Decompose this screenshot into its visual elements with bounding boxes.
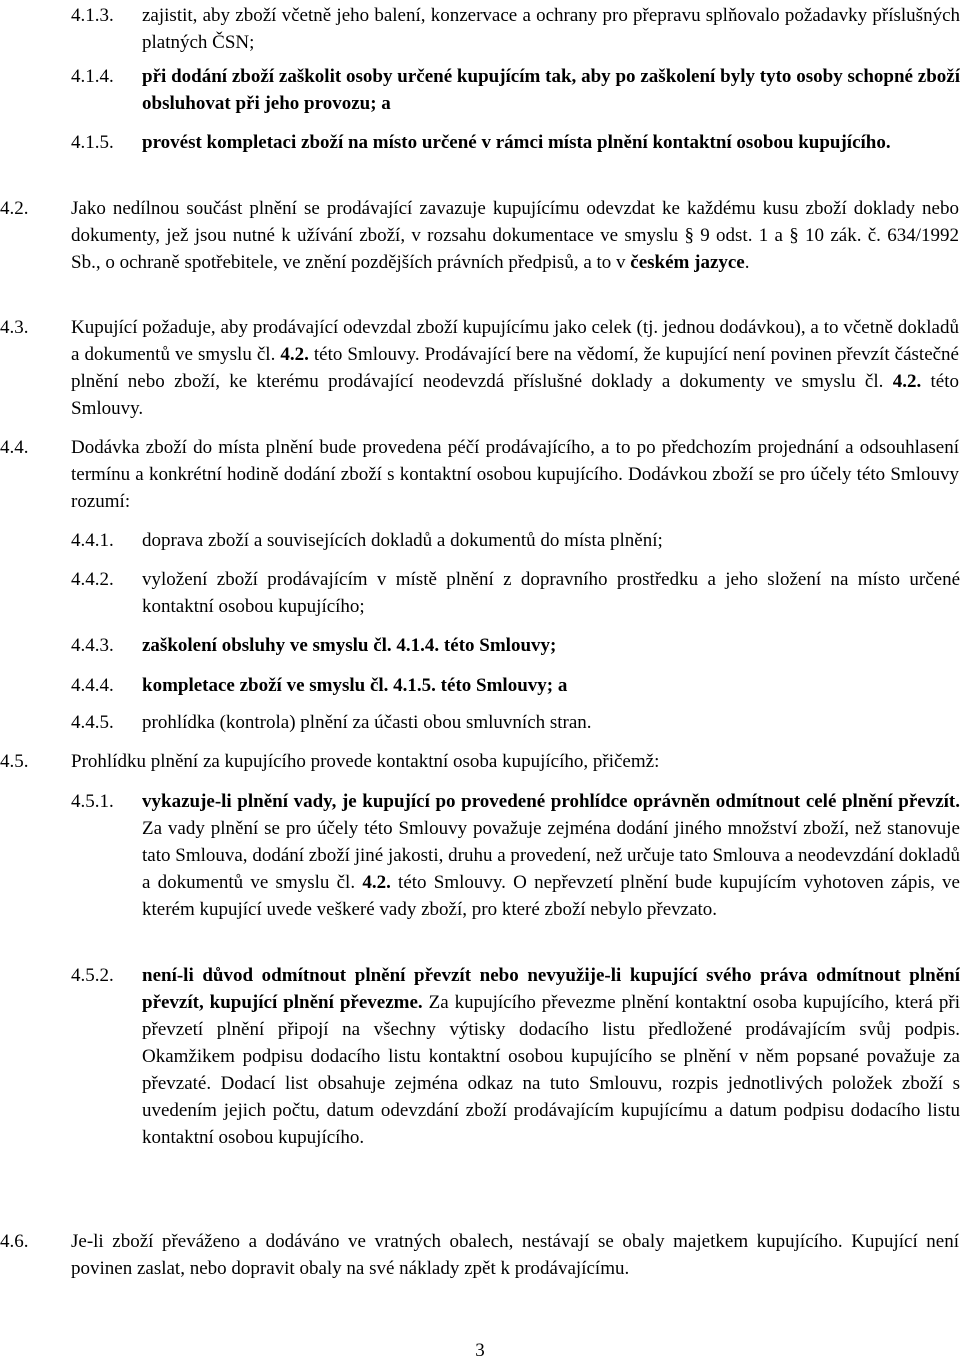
clause-number: 4.4.1. xyxy=(71,530,114,551)
clause-4-4-5 xyxy=(71,709,960,736)
clause-number: 4.6. xyxy=(0,1231,29,1252)
clause-number: 4.3. xyxy=(0,317,29,338)
clause-4-4-2 xyxy=(71,566,960,620)
clause-4-1-3 xyxy=(71,2,960,56)
clause-text xyxy=(142,527,960,554)
text-run: Je-li zboží převáženo a dodáváno ve vratných obalech, nestávají se obaly majetkem kupujícího. Kupující není povinen zaslat, nebo dopravit obaly na své náklady zpět k prodávajícímu. xyxy=(71,1231,959,1279)
clause-number: 4.4.5. xyxy=(71,712,114,733)
text-run: zajistit, aby zboží včetně jeho balení, konzervace a ochrany pro přepravu splňovalo požadavky příslušných platných ČSN; xyxy=(142,5,960,53)
clause-text xyxy=(142,63,960,117)
text-run: doprava zboží a souvisejících dokladů a dokumentů do místa plnění; xyxy=(142,530,663,551)
clause-number: 4.1.5. xyxy=(71,132,114,153)
clause-number: 4.4.4. xyxy=(71,675,114,696)
clause-number: 4.4.2. xyxy=(71,569,114,590)
text-run-bold: provést kompletaci zboží na místo určené v rámci místa plnění kontaktní osobou kupujícího. xyxy=(142,132,891,153)
clause-4-3 xyxy=(0,314,960,422)
page-number: 3 xyxy=(475,1340,485,1361)
clause-text xyxy=(142,709,960,736)
text-run: této Smlouvy. xyxy=(71,371,959,419)
clause-text xyxy=(142,788,960,923)
clause-4-1-5 xyxy=(71,129,960,156)
text-run-bold: kompletace zboží ve smyslu čl. 4.1.5. této Smlouvy; a xyxy=(142,675,568,696)
text-run: Za vady plnění se pro účely této Smlouvy považuje zejména dodání jiného množství zboží, než stanovuje tato Smlouva, dodání zboží jiné jakosti, druhu a provedení, než určuje tato Smlouva a neodevzdání dokladů a dokumentů ve smyslu čl. xyxy=(142,818,960,893)
clause-text xyxy=(71,1228,960,1282)
text-run-bold: není-li důvod odmítnout plnění převzít nebo nevyužije-li kupující svého práva odmítnout plnění převzít, kupující plnění převezme. xyxy=(142,965,960,1013)
clause-number: 4.4. xyxy=(0,437,29,458)
text-run-bold: zaškolení obsluhy ve smyslu čl. 4.1.4. této Smlouvy; xyxy=(142,635,557,656)
text-run: této Smlouvy. Prodávající bere na vědomí, že kupující není povinen převzít částečné plnění nebo zboží, ke kterému prodávající neodevzdá příslušné doklady a dokumenty ve smyslu čl. xyxy=(71,344,959,392)
clause-number: 4.5. xyxy=(0,751,29,772)
text-run: Za kupujícího převezme plnění kontaktní osoba kupujícího, která při převzetí plnění připojí na všechny výtisky dodacího listu předložené prodávajícím svůj podpis. Okamžikem podpisu dodacího listu kontaktní osobou kupujícího se plnění v něm popsané považuje za převzaté. Dodací list obsahuje zejména odkaz na tuto Smlouvu, rozpis jednotlivých položek zboží s uvedením jejich počtu, datum odevzdání zboží prodávajícím kupujícímu a datum podpisu dodacího listu kontaktní osobou kupujícího. xyxy=(142,992,960,1148)
clause-4-5-2 xyxy=(71,962,960,1151)
text-run: vyložení zboží prodávajícím v místě plnění z dopravního prostředku a jeho složení na místo určené kontaktní osobou kupujícího; xyxy=(142,569,960,617)
clause-text xyxy=(142,962,960,1151)
clause-text xyxy=(71,195,960,276)
clause-text xyxy=(142,129,960,156)
text-run: Kupující požaduje, aby prodávající odevzdal zboží kupujícímu jako celek (tj. jednou dodávkou), a to včetně dokladů a dokumentů ve smyslu čl. xyxy=(71,317,959,365)
clause-text xyxy=(142,672,960,699)
clause-number: 4.4.3. xyxy=(71,635,114,656)
text-run-bold: 4.2. xyxy=(892,371,922,392)
text-run-bold: při dodání zboží zaškolit osoby určené kupujícím tak, aby po zaškolení byly tyto osoby schopné zboží obsluhovat při jeho provozu; a xyxy=(142,66,960,114)
clause-number: 4.1.4. xyxy=(71,66,114,87)
text-run: Dodávka zboží do místa plnění bude provedena péčí prodávajícího, a to po předchozím projednání a odsouhlasení termínu a konkrétní hodině dodání zboží s kontaktní osobou kupujícího. Dodávkou zboží se pro účely této Smlouvy rozumí: xyxy=(71,437,959,512)
text-run: . xyxy=(744,252,750,273)
clause-text xyxy=(142,566,960,620)
text-run-bold: 4.2. xyxy=(280,344,309,365)
clause-4-5 xyxy=(0,748,960,775)
text-run: Prohlídku plnění za kupujícího provede kontaktní osoba kupujícího, přičemž: xyxy=(71,751,660,772)
clause-4-4-4 xyxy=(71,672,960,699)
clause-4-4-3 xyxy=(71,632,960,659)
clause-4-4-1 xyxy=(71,527,960,554)
text-run: Jako nedílnou součást plnění se prodávající zavazuje kupujícímu odevzdat ke každému kusu zboží doklady nebo dokumenty, jež jsou nutné k užívání zboží, v rozsahu dokumentace ve smyslu § 9 odst. 1 a § 10 zák. č. 634/1992 Sb., o ochraně spotřebitele, ve znění pozdějších právních předpisů, a to v xyxy=(71,198,959,273)
clause-text xyxy=(71,314,960,422)
clause-text xyxy=(142,632,960,659)
text-run-bold: českém jazyce xyxy=(630,252,745,273)
text-run-bold: 4.2. xyxy=(362,872,391,893)
clause-number: 4.5.2. xyxy=(71,965,114,986)
clause-4-2 xyxy=(0,195,960,276)
clause-text xyxy=(142,2,960,56)
clause-4-1-4 xyxy=(71,63,960,117)
clause-4-6 xyxy=(0,1228,960,1282)
clause-4-5-1 xyxy=(71,788,960,923)
clause-text xyxy=(71,434,960,515)
clause-number: 4.2. xyxy=(0,198,29,219)
clause-number: 4.1.3. xyxy=(71,5,114,26)
text-run: prohlídka (kontrola) plnění za účasti obou smluvních stran. xyxy=(142,712,592,733)
clause-text xyxy=(71,748,960,775)
text-run: této Smlouvy. O nepřevzetí plnění bude kupujícím vyhotoven zápis, ve kterém kupující uvede veškeré vady zboží, pro které zboží nebylo převzato. xyxy=(142,872,960,920)
clause-4-4 xyxy=(0,434,960,515)
clause-number: 4.5.1. xyxy=(71,791,114,812)
text-run-bold: vykazuje-li plnění vady, je kupující po provedené prohlídce oprávněn odmítnout celé plnění převzít. xyxy=(142,791,960,812)
